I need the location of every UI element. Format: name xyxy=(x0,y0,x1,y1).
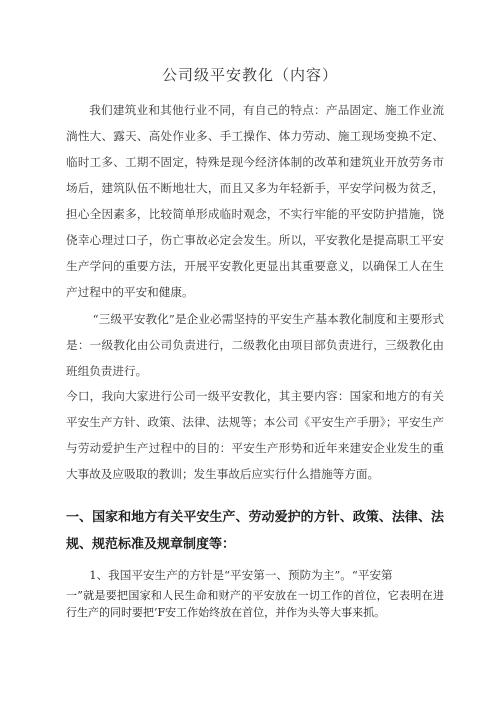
page-title: 公司级平安教化（内容） xyxy=(161,66,338,84)
list-item-1-continuation: 一”就是要把国家和人民生命和财产的平安放在一切工作的首位，它表明在进行生产的同时要把’F安工作始终放在首位，并作为头等大事来抓。 xyxy=(66,589,444,619)
list-item-1: 1、我国平安生产的方针是“平安第一、预防为主”。“平安第 xyxy=(89,568,393,582)
section-heading-1: 一、国家和地方有关平安生产、劳动爱护的方针、政策、法律、法规、规范标准及规章制度等： xyxy=(66,510,444,552)
paragraph-intro: 我们建筑业和其他行业不同，有自己的特点：产品固定、施工作业流淌性大、露天、高处作业多、手工操作、体力劳动、施工现场变换不定、临时工多、工期不固定，特殊是现今经济体制的改革和建筑业开放劳务市场后，建筑队伍不断地壮大，而且又多为年轻新手，平安学问极为贫乏，担心全因素多，比较简单形成临时观念，不实行牢能的平安防护措施，饶侥幸心理过口子，伤亡事故必定会发生。所以，平安教化是提高职工平安生产学问的重要方法，开展平安教化更显出其重要意义，以确保工人在生产过程中的平安和健康。 xyxy=(66,103,444,299)
paragraph-three-level-education: “三级平安教化”是企业必需坚持的平安生产基本教化制度和主要形式是：一级教化由公司负责进行，二级教化由项目部负责进行，三级教化由班组负责进行。 xyxy=(66,312,444,378)
paragraph-today-content: 今口，我向大家进行公司一级平安教化，其主要内容：国家和地方的有关平安生产方针、政策、法律、法规等；本公司《平安生产手册》；平安生产与劳动爱护生产过程中的目的：平安生产形势和近年来建安企业发生的重大事故及应吸取的教训；发生事故后应实行什么措施等方面。 xyxy=(66,389,444,481)
